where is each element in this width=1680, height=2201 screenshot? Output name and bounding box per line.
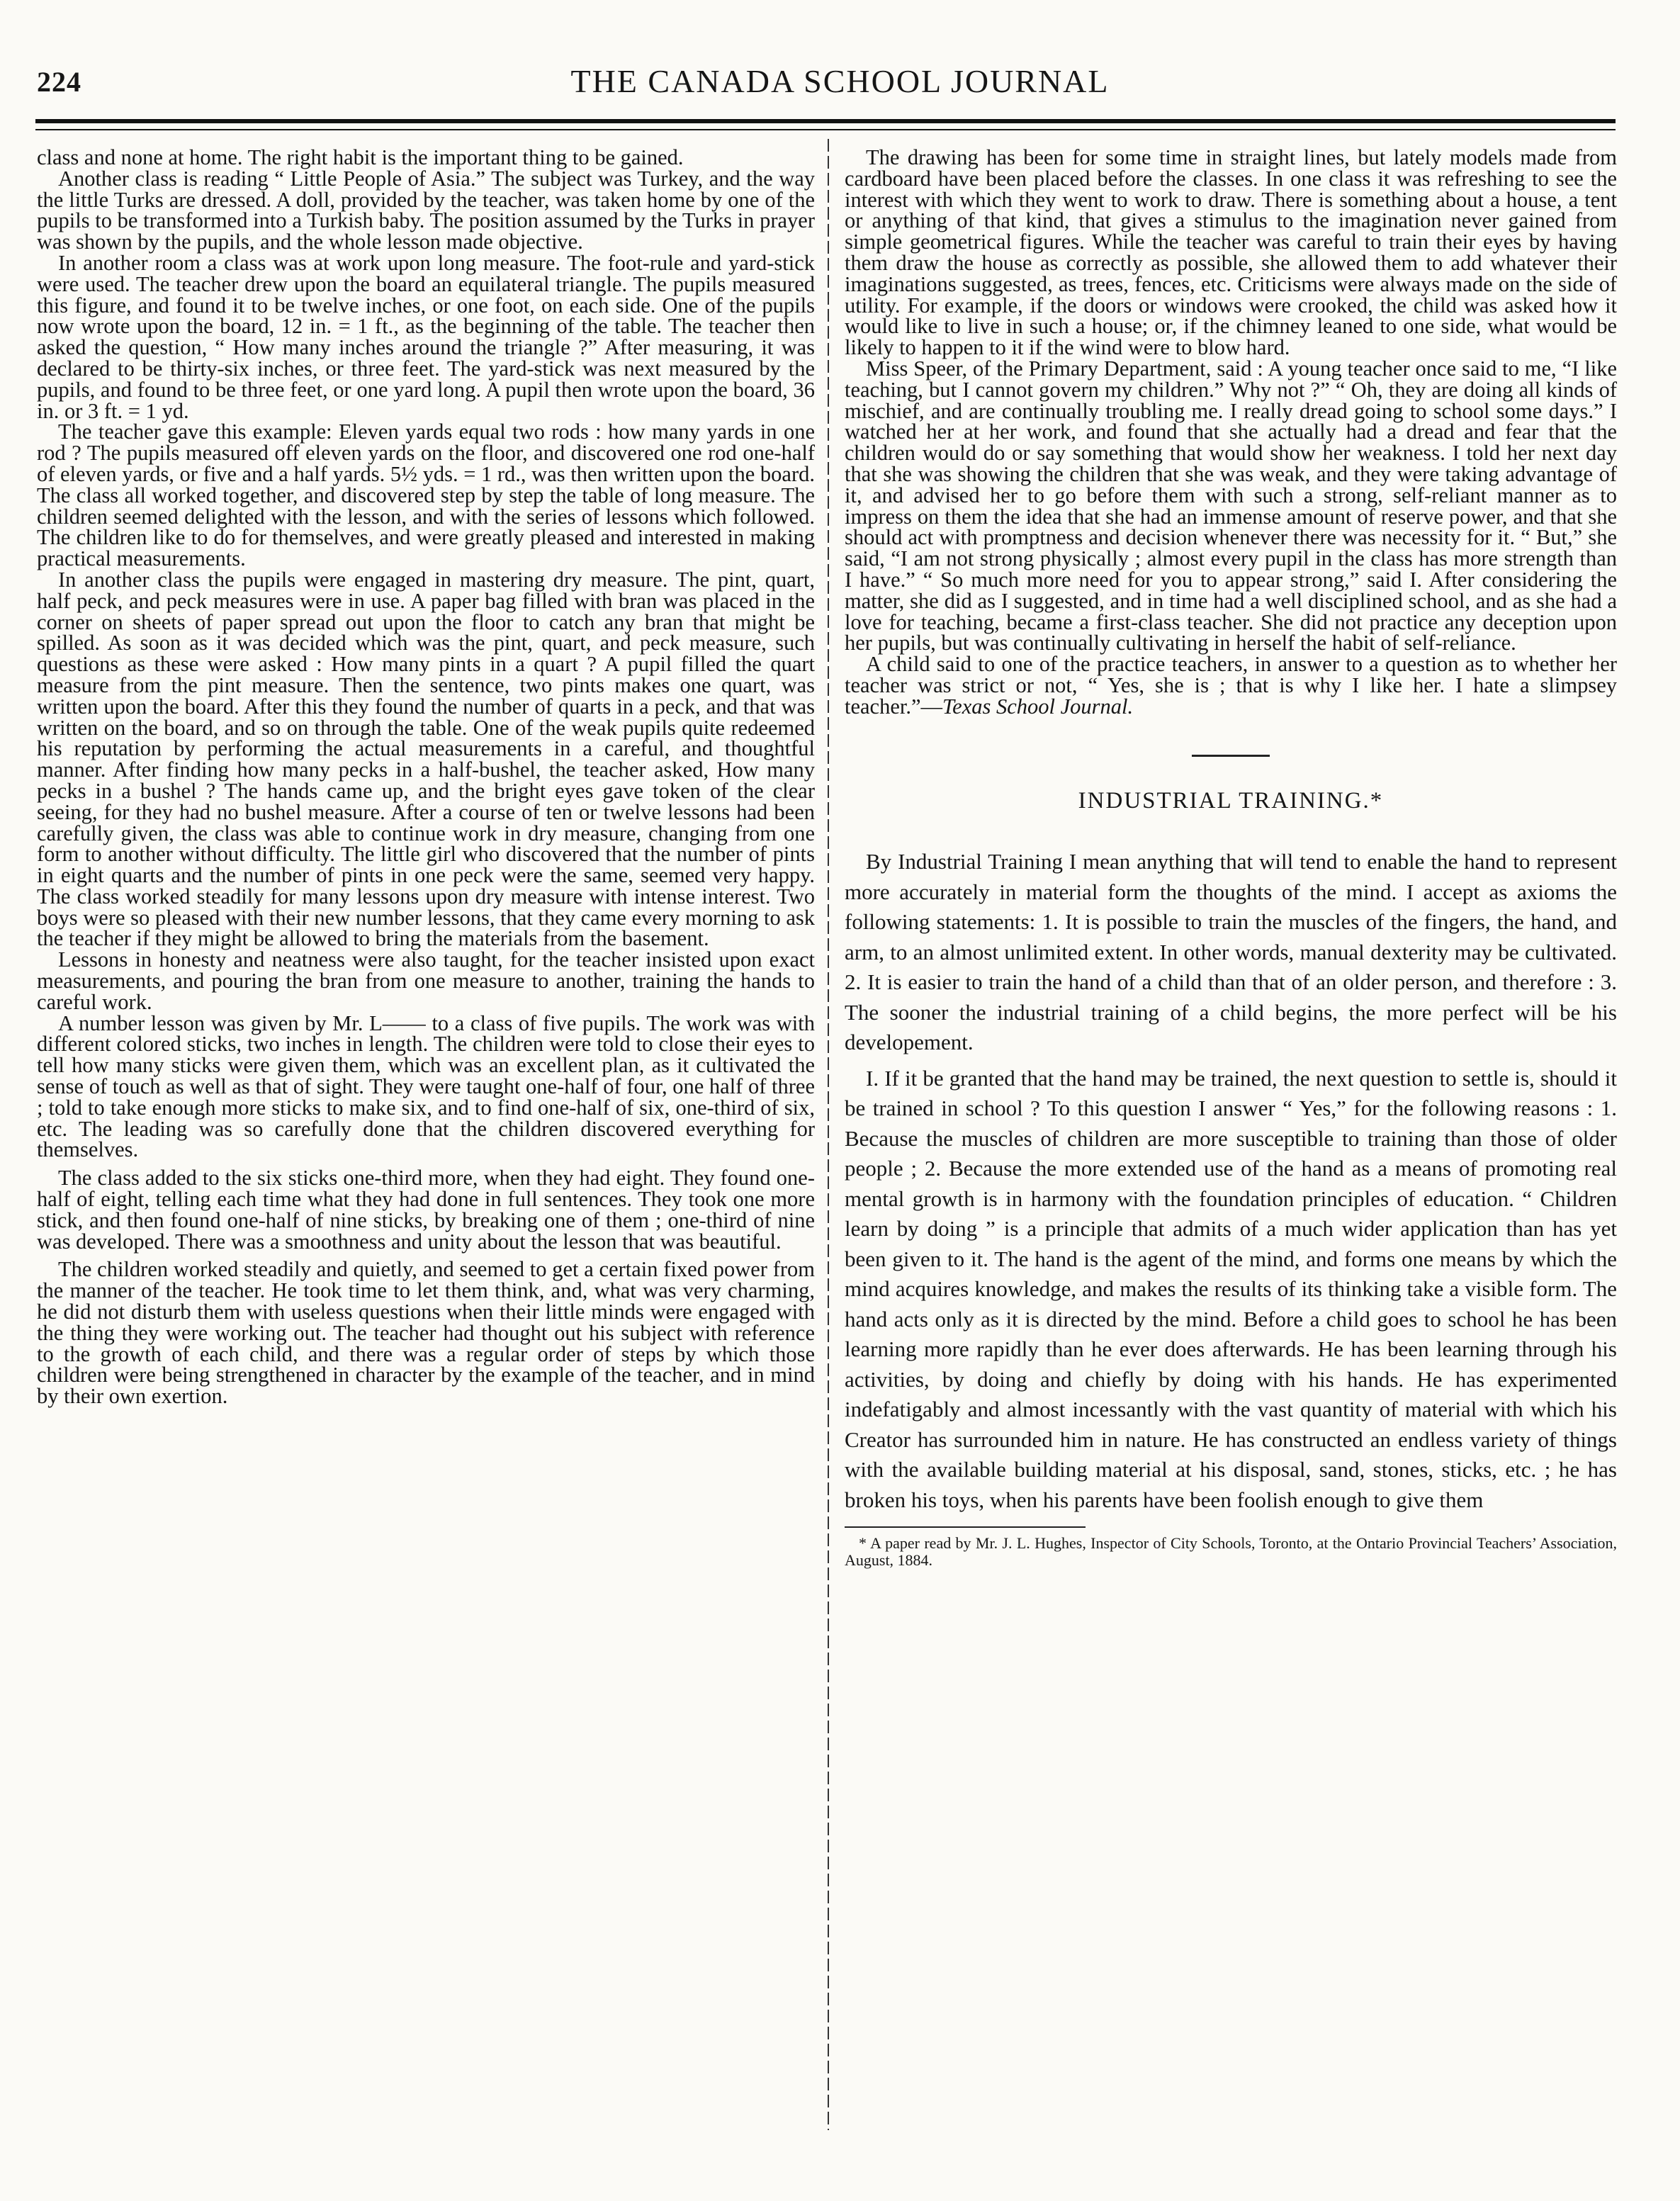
article-title: INDUSTRIAL TRAINING.* [1078,787,1384,814]
left-paragraph: Lessons in honesty and neatness were also taught, for the teacher insisted upon exact measurements, and pouring the bran from one measure to another, training the hands to careful work. [37,947,815,1014]
left-paragraph: In another room a class was at work upon long measure. The foot-rule and yard-stick were used. The teacher drew upon the board an equilateral triangle. The pupils measured this figure, and found it to be twelve inches, or one foot, on each side. One of the pupils now wrote upon the board, 12 in. = 1 ft., as the beginning of the table. The teacher then asked the question, “ How many inches around the triangle ?” After measuring, it was declared to be thirty-six inches, or three feet. The yard-stick was next measured by the pupils, and found to be three feet, or one yard long. A pupil then wrote upon the board, 36 in. or 3 ft. = 1 yd. [37,250,815,423]
left-paragraph: A number lesson was given by Mr. L—— to a class of five pupils. The work was with different colored sticks, two inches in length. The children were told to close their eyes to tell how many sticks were given them, which was an excellent plan, as it cultivated the sense of touch as well as that of sight. They were taught one-half of four, one half of three ; told to take enough more sticks to make six, and to find one-half of six, one-third of six, etc. The leading was so carefully done that the children discovered everything for themselves. [37,1011,815,1162]
right-paragraph: The drawing has been for some time in straight lines, but lately models made from cardboard have been placed before the classes. In one class it was refreshing to see the interest with which they went to work to draw. There is something about a house, a tent or anything of that kind, that gives a stimulus to the imagination never gained from simple geometrical figures. While the teacher was careful to train their eyes by having them draw the house as correctly as possible, she allowed them to add whatever their imaginations suggested, as trees, fences, etc. Criticisms were always made on the side of utility. For example, if the doors or windows were crooked, the child was asked how it would like to live in such a house; or, if the chimney leaned to one side, what would be likely to happen to it if the wind were to blow hard. [845,145,1617,360]
footnote: * A paper read by Mr. J. L. Hughes, Inspector of City Schools, Toronto, at the Ontario Provincial Teachers’ Association, August, 1884. [845,1534,1617,1570]
journal-title: THE CANADA SCHOOL JOURNAL [570,63,1110,99]
left-paragraph: class and none at home. The right habit is the important thing to be gained. [37,145,684,169]
left-paragraph: The children worked steadily and quietly, and seemed to get a certain fixed power from the manner of the teacher. He took time to let them think, and, what was very charming, he did not disturb them with useless questions when their little minds were engaged with the thing they were working out. The teacher had thought out his subject with reference to the growth of each child, and there was a regular order of steps by which those children were being strengthened in character by the example of the teacher, and in mind by their own exertion. [37,1257,815,1409]
footnote-rule [845,1526,1086,1528]
article-paragraph: By Industrial Training I mean anything that will tend to enable the hand to represent more accurately in material form the thoughts of the mind. I accept as axioms the following statements: 1. It is possible to train the muscles of the fingers, the hand, and arm, to an almost unlimited extent. In other words, manual dexterity may be cultivated. 2. It is easier to train the hand of a child than that of an older person, and therefore : 3. The sooner the industrial training of a child begins, the more perfect will be his developement. [845,849,1617,1055]
left-column [37,147,815,1407]
right-column [845,147,1617,1569]
right-paragraph-last [845,654,1617,717]
last-paragraph-text: A child said to one of the practice teachers, in answer to a question as to whether her teacher was strict or not, “ Yes, she is ; that is why I like her. I hate a slimpsey teacher.”— [845,652,1617,719]
article-body [845,847,1617,1515]
column-divider [828,139,829,2130]
left-paragraph: The teacher gave this example: Eleven yards equal two rods : how many yards in one rod ? The pupils measured off eleven yards on the floor, and discovered one rod one-half of eleven yards, or five and a half yards. 5½ yds. = 1 rd., was then written upon the board. The class all worked together, and discovered step by step the table of long measure. The children seemed delighted with the lesson, and with the series of lessons which followed. The children like to do for themselves, and were greatly pleased and interested in making practical measurements. [37,420,815,571]
article-paragraph: I. If it be granted that the hand may be trained, the next question to settle is, should it be trained in school ? To this question I answer “ Yes,” for the following reasons : 1. Because the muscles of children are more susceptible to training than those of older people ; 2. Because the more extended use of the hand as a means of promoting real mental growth is in harmony with the foundation principles of education. “ Children learn by doing ” is a principle that admits of a much wider application than has yet been given to it. The hand is the agent of the mind, and forms one means by which the mind acquires knowledge, and makes the results of its thinking take a visible form. The hand acts only as it is directed by the mind. Before a child goes to school he has been learning more rapidly than he ever does afterwards. He has been learning through his activities, by doing and chiefly by doing with his hands. He has experimented indefatigably and almost incessantly with the vast quantity of material with which his Creator has surrounded him in nature. He has constructed an endless variety of things with the available building material at his disposal, sand, stones, sticks, etc. ; he has broken his toys, when his parents have been foolish enough to give them [845,1065,1617,1512]
left-paragraph: The class added to the six sticks one-third more, when they had eight. They found one-half of eight, telling each time what they had done in full sentences. They took one more stick, and then found one-half of nine sticks, by breaking one of them ; one-third of nine was developed. There was a smoothness and unity about the lesson that was beautiful. [37,1166,815,1254]
right-paragraph: Miss Speer, of the Primary Department, said : A young teacher once said to me, “I like teaching, but I cannot govern my children.” Why not ?” “ Oh, they are doing all kinds of mischief, and are continually troubling me. I really dread going to school some days.” I watched her at her work, and found that she actually had a dread and fear that the children would do or say something that would show her weakness. I told her next day that she was showing the children that she was weak, and they were taking advantage of it, and advised her to go before them with such a strong, self-reliant manner as to impress on them the idea that she had an immense amount of reserve power, and that she should act with promptness and decision whenever there was necessity for it. “ But,” she said, “I am not strong physically ; almost every pupil in the class has more strength than I have.” “ So much more need for you to appear strong,” said I. After considering the matter, she did as I suggested, and in time had a well disciplined school, and as she had a love for teaching, became a first-class teacher. She did not practice any deception upon her pupils, but was continually cultivating in herself the habit of self-reliance. [845,356,1617,655]
header-rule-thin [35,129,1616,130]
left-paragraph: In another class the pupils were engaged in mastering dry measure. The pint, quart, half peck, and peck measures were in use. A paper bag filled with bran was placed in the corner on sheets of paper spread out upon the floor to catch any bran that might be spilled. As soon as it was decided which was the pint, quart, and peck measure, such questions as these were asked : How many pints in a quart ? A pupil filled the quart measure from the pint measure. Then the sentence, two pints makes one quart, was written upon the board. After this they found the number of quarts in a peck, and that was written on the board, and so on through the table. One of the weak pupils quite redeemed his reputation by performing the actual measurements in a careful, and thoughtful manner. After finding how many pecks in a half-bushel, the teacher asked, How many pecks in a bushel ? The hands came up, and the bright eyes gave token of the clear seeing, for they had no bushel measure. After a course of ten or twelve lessons had been carefully given, the class was able to continue work in dry measure, changing from one form to another without difficulty. The little girl who discovered that the number of pints in eight quarts and the number of pints in one peck were the same, seemed very happy. The class worked steadily for many lessons upon dry measure with intense interest. Two boys were so pleased with their new number lessons, that they came every morning to ask the teacher if they might be allowed to bring the materials from the basement. [37,567,815,951]
source-citation: Texas School Journal. [942,694,1134,719]
left-paragraph: Another class is reading “ Little People of Asia.” The subject was Turkey, and the way the little Turks are dressed. A doll, provided by the teacher, was taken home by one of the pupils to be transformed into a Turkish baby. The position assumed by the Turks in prayer was shown by the pupils, and the whole lesson made objective. [37,166,815,254]
section-rule [1192,755,1270,757]
header-rule-thick [35,119,1616,123]
page-number: 224 [37,66,81,98]
